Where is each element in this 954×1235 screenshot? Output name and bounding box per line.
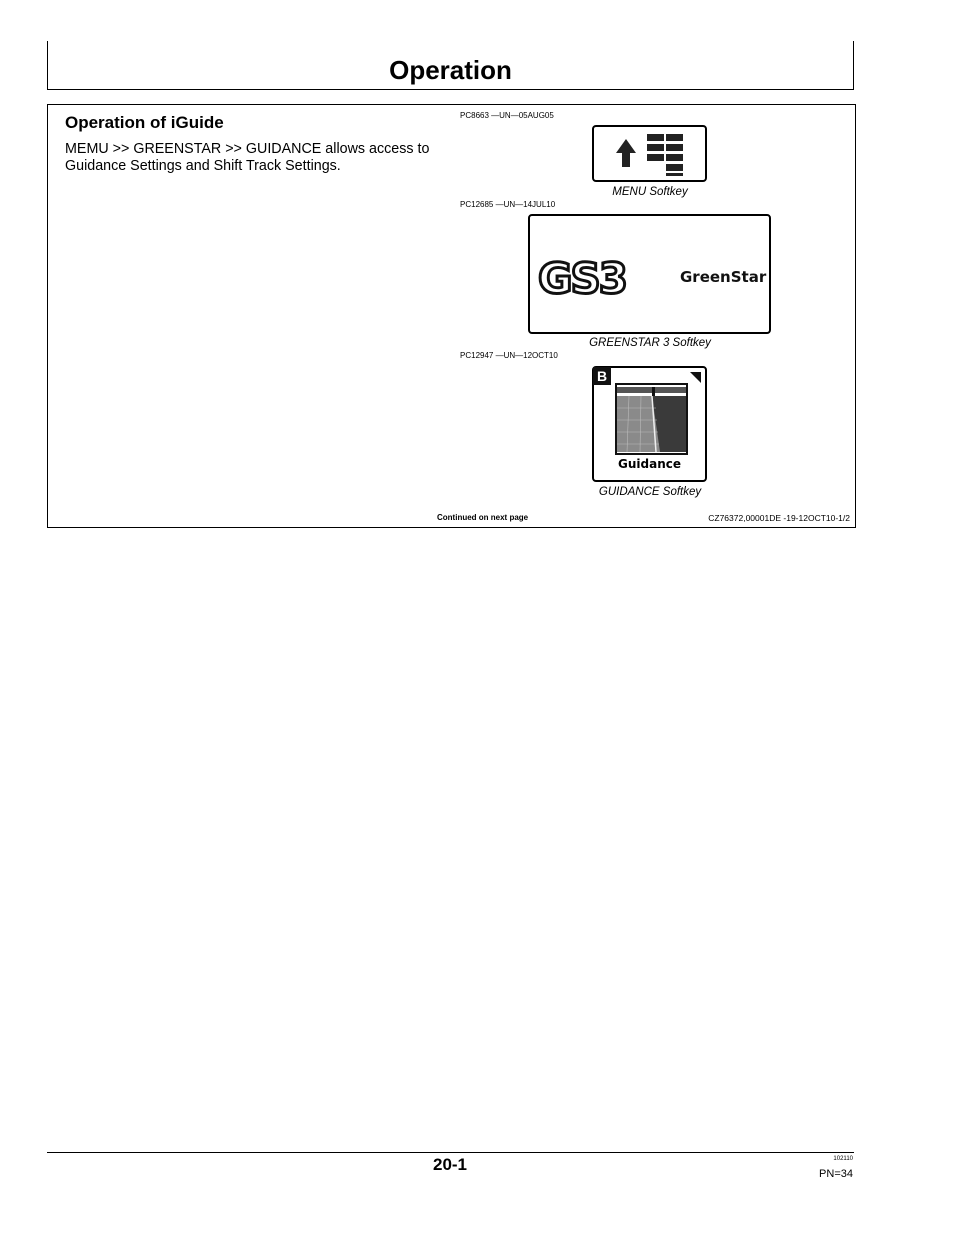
footer-rule [47, 1152, 854, 1153]
figure-id-guidance: PC12947 —UN—12OCT10 [460, 351, 558, 360]
section-body-text: MEMU >> GREENSTAR >> GUIDANCE allows access to Guidance Settings and Shift Track Settings. [65, 141, 430, 174]
greenstar-brand-text: GreenStar [680, 268, 767, 286]
gs3-logo: GS3 [538, 254, 626, 303]
caption-guidance-softkey: GUIDANCE Softkey [598, 486, 702, 498]
chapter-title: Operation [389, 55, 512, 85]
b-badge: B [593, 367, 611, 385]
guidance-label: Guidance [618, 457, 681, 471]
figure-id-greenstar: PC12685 —UN—14JUL10 [460, 200, 556, 209]
page-number: 20-1 [432, 1155, 468, 1174]
menu-softkey-icon [592, 125, 707, 182]
print-code: 102110 [833, 1156, 853, 1162]
continued-notice: Continued on next page [437, 513, 529, 522]
page-pn: PN=34 [819, 1168, 853, 1180]
document-reference: CZ76372,00001DE -19-12OCT10-1/2 [708, 513, 850, 523]
greenstar3-softkey-icon [528, 214, 771, 334]
caption-greenstar-softkey: GREENSTAR 3 Softkey [589, 337, 711, 349]
section-heading: Operation of iGuide [65, 113, 224, 132]
guidance-softkey-icon [592, 366, 707, 482]
figure-id-menu: PC8663 —UN—05AUG05 [460, 111, 554, 120]
caption-menu-softkey: MENU Softkey [612, 186, 688, 198]
